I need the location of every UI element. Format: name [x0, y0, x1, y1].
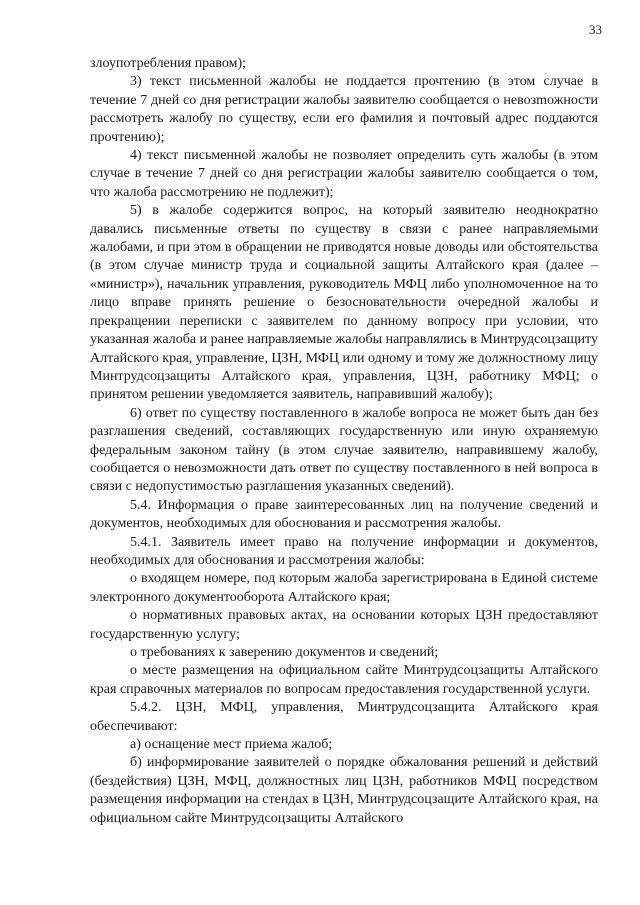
- paragraph: о нормативных правовых актах, на основании которых ЦЗН предоставляют государственную услугу;: [90, 608, 598, 642]
- paragraph: 5.4.1. Заявитель имеет право на получение информации и документов, необходимых для обоснования и рассмотрения жалобы:: [90, 534, 598, 568]
- document-body: [90, 55, 598, 828]
- page-number: 33: [589, 22, 602, 37]
- paragraph: 4) текст письменной жалобы не позволяет определить суть жалобы (в этом случае в течение 7 дней со дня регистрации жалобы заявителю сообщается о том, что жалоба рассмотрению не подлежит);: [90, 148, 598, 200]
- paragraph: б) информирование заявителей о порядке обжалования решений и действий (бездействия) ЦЗН, МФЦ, должностных лиц ЦЗН, работников МФЦ посредством размещения информации на стендах в ЦЗН, Минтрудсоцзащите Алтайского края, на официальном сайте Минтрудсоцзащиты Алтайского: [90, 755, 598, 826]
- paragraph: о месте размещения на официальном сайте Минтрудсоцзащиты Алтайского края справочных материалов по вопросам предоставления государственной услуги.: [90, 663, 598, 697]
- paragraph: 6) ответ по существу поставленного в жалобе вопроса не может быть дан без разглашения сведений, составляющих государственную или иную охраняемую федеральным законом тайну (в этом случае заявителю, направившему жалобу, сообщается о невозможности дать ответ по существу поставленного в ней вопроса в связи с недопустимостью разглашения указанных сведений).: [90, 405, 598, 495]
- paragraph: 3) текст письменной жалобы не поддается прочтению (в этом случае в течение 7 дней со дня регистрации жалобы заявителю сообщается о невозmожности рассмотреть жалобу по существу, если его фамилия и почтовый адрес поддаются прочтению);: [90, 74, 598, 145]
- paragraph: 5.4.2. ЦЗН, МФЦ, управления, Минтрудсоцзащита Алтайского края обеспечивают:: [90, 700, 598, 734]
- paragraph: о входящем номере, под которым жалоба зарегистрирована в Единой системе электронного документооборота Алтайского края;: [90, 571, 598, 605]
- paragraph: а) оснащение мест приема жалоб;: [130, 737, 333, 753]
- paragraph: злоупотребления правом);: [90, 56, 247, 71]
- paragraph: о требованиях к заверению документов и сведений;: [130, 645, 439, 660]
- paragraph: 5.4. Информация о праве заинтересованных лиц на получение сведений и документов, необходимых для обоснования и рассмотрения жалобы.: [90, 497, 598, 532]
- paragraph: 5) в жалобе содержится вопрос, на который заявителю неоднократно давались письменные ответы по существу в связи с ранее направляемыми жалобами, и при этом в обращении не приводятся новые доводы или обстоятельства (в этом случае министр труда и социальной защиты Алтайского края (далее – «министр»), начальник управления, руководитель МФЦ либо уполномоченное на то лицо вправе принять решение о безосновательности очередной жалобы и прекращении переписки с заявителем по данному вопросу при условии, что указанная жалоба и ранее направляемые жалобы направлялись в Минтрудсоцзащиту Алтайского края, управление, ЦЗН, МФЦ или одному и тому же должностному лицу Минтрудсоцзащиты Алтайского края, управления, ЦЗН, работнику МФЦ; о принятом решении уведомляется заявитель, направивший жалобу);: [90, 203, 598, 403]
